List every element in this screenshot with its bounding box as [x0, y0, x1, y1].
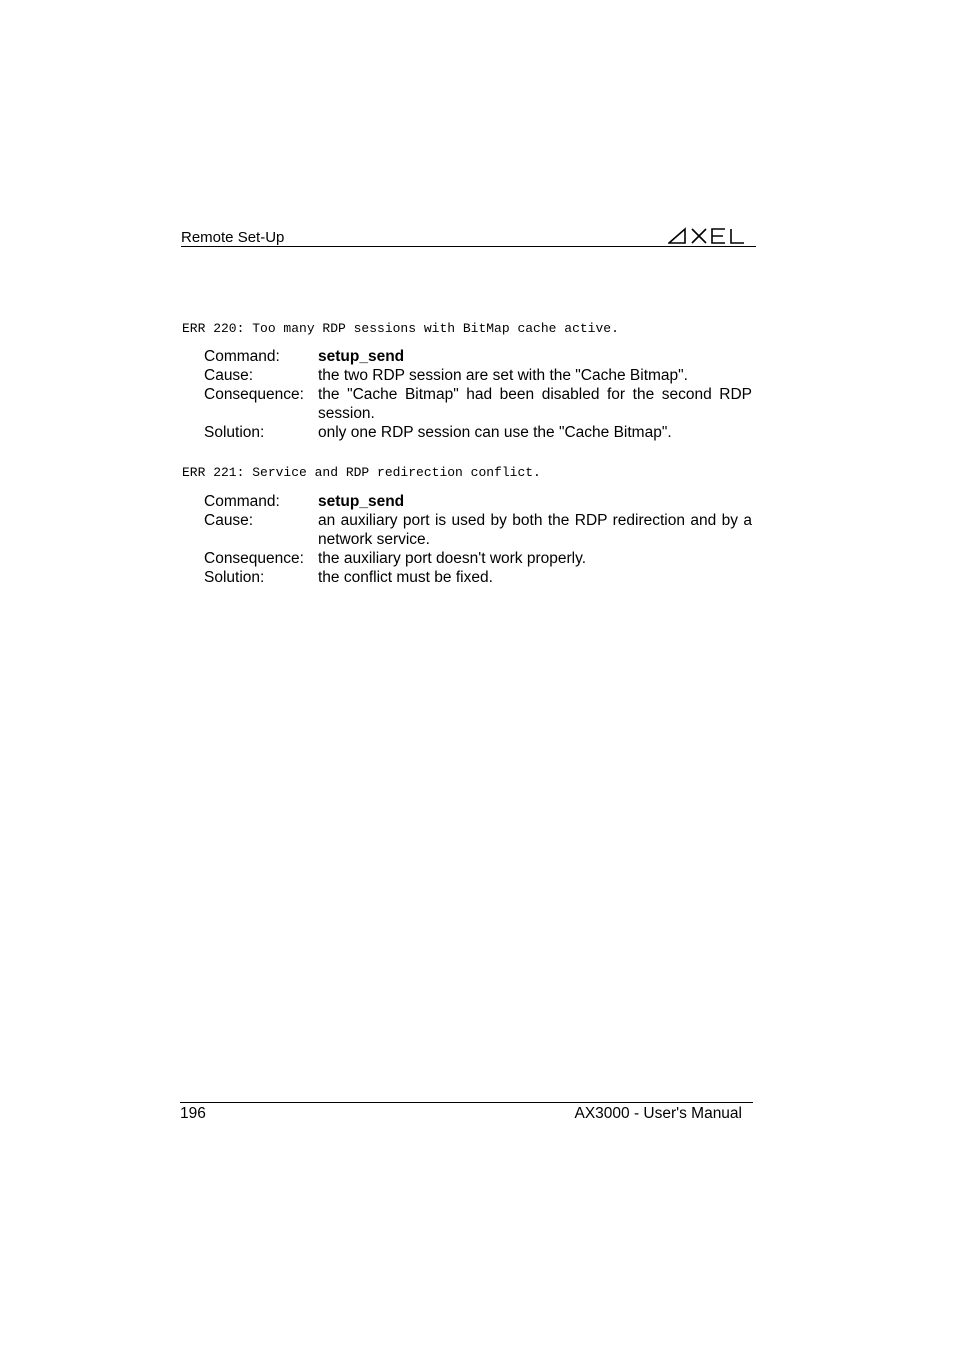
- error-221-details: [204, 492, 752, 587]
- consequence-value: the "Cache Bitmap" had been disabled for the second RDP session.: [318, 386, 752, 422]
- detail-row-consequence: [204, 549, 752, 568]
- solution-value: only one RDP session can use the "Cache Bitmap".: [318, 424, 672, 441]
- page-number: 196: [180, 1105, 206, 1122]
- detail-label: Command:: [204, 348, 280, 365]
- axel-logo: [668, 226, 756, 245]
- command-value: setup_send: [318, 348, 405, 365]
- detail-label: Solution:: [204, 424, 265, 441]
- detail-label: Cause:: [204, 512, 254, 529]
- cause-value: an auxiliary port is used by both the RDP redirection and by a network service.: [318, 512, 752, 548]
- detail-row-cause: [204, 366, 752, 385]
- error-220-details: [204, 347, 752, 442]
- detail-row-solution: [204, 423, 752, 442]
- header-section-title: Remote Set-Up: [181, 229, 285, 246]
- detail-row-cause: [204, 511, 752, 549]
- detail-label: Command:: [204, 493, 280, 510]
- page-footer: [180, 1102, 753, 1125]
- page-header: [181, 226, 756, 247]
- error-code-220: ERR 220: Too many RDP sessions with BitMap cache active.: [182, 321, 619, 336]
- detail-label: Consequence:: [204, 386, 304, 403]
- detail-label: Solution:: [204, 569, 265, 586]
- solution-value: the conflict must be fixed.: [318, 569, 493, 586]
- command-value: setup_send: [318, 493, 405, 510]
- detail-label: Cause:: [204, 367, 254, 384]
- detail-row-command: [204, 347, 752, 366]
- detail-row-consequence: [204, 385, 752, 423]
- consequence-value: the auxiliary port doesn't work properly.: [318, 550, 587, 567]
- detail-row-command: [204, 492, 752, 511]
- error-code-221: ERR 221: Service and RDP redirection conflict.: [182, 465, 541, 480]
- detail-row-solution: [204, 568, 752, 587]
- detail-label: Consequence:: [204, 550, 304, 567]
- cause-value: the two RDP session are set with the "Cache Bitmap".: [318, 367, 688, 384]
- manual-title: AX3000 - User's Manual: [574, 1105, 742, 1122]
